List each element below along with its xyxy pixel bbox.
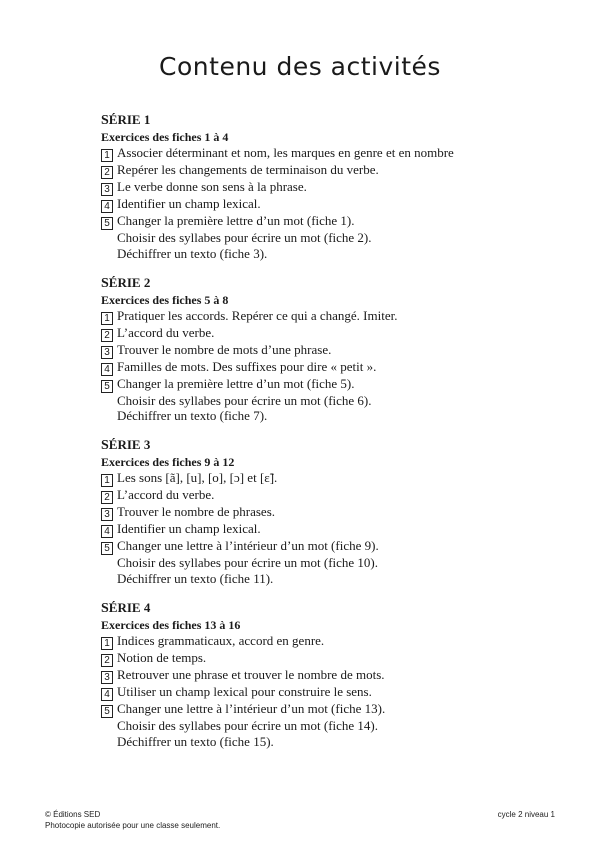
activity-item: 2 Notion de temps. (101, 650, 541, 667)
activity-item: 1 Pratiquer les accords. Repérer ce qui a changé. Imiter. (101, 308, 541, 325)
activity-item-continuation: Déchiffrer un texto (fiche 15). (117, 733, 274, 749)
item-number-box: 2 (101, 491, 113, 504)
copyright-text: © Éditions SED (45, 810, 101, 819)
serie-heading: SÉRIE 2 (101, 274, 151, 291)
item-number-box: 3 (101, 671, 113, 684)
serie-2 (101, 275, 541, 425)
activity-item: 5 Changer la première lettre d’un mot (fiche 5). (101, 376, 541, 393)
activity-item: 3 Trouver le nombre de phrases. (101, 504, 541, 521)
item-number-box: 1 (101, 312, 113, 325)
serie-4 (101, 600, 541, 750)
activity-item-continuation: Choisir des syllabes pour écrire un mot (fiche 10). (117, 555, 379, 571)
item-number-box: 1 (101, 149, 113, 162)
item-number-box: 4 (101, 363, 113, 376)
photocopy-notice: Photocopie autorisée pour une classe seulement. (45, 821, 221, 830)
activity-item: 1 Associer déterminant et nom, les marques en genre et en nombre (101, 145, 541, 162)
activity-item-continuation: Déchiffrer un texto (fiche 7). (117, 408, 268, 424)
item-number-box: 2 (101, 166, 113, 179)
level-text: cycle 2 niveau 1 (497, 810, 555, 819)
activities-content (101, 112, 541, 762)
exercises-heading: Exercices des fiches 5 à 8 (101, 292, 229, 307)
item-number-box: 3 (101, 508, 113, 521)
item-number-box: 1 (101, 637, 113, 650)
activity-item: 1 Indices grammaticaux, accord en genre. (101, 633, 541, 650)
activity-item: 3 Le verbe donne son sens à la phrase. (101, 179, 541, 196)
item-number-box: 2 (101, 654, 113, 667)
item-number-box: 4 (101, 525, 113, 538)
exercises-heading: Exercices des fiches 9 à 12 (101, 455, 235, 470)
item-number-box: 5 (101, 217, 113, 230)
activity-item: 4 Familles de mots. Des suffixes pour dire « petit ». (101, 359, 541, 376)
activity-item-continuation: Choisir des syllabes pour écrire un mot (fiche 6). (117, 392, 372, 408)
item-number-box: 3 (101, 346, 113, 359)
activity-item: 2 L’accord du verbe. (101, 487, 541, 504)
activity-item: 2 L’accord du verbe. (101, 325, 541, 342)
item-number-box: 1 (101, 474, 113, 487)
activity-item: 4 Utiliser un champ lexical pour construire le sens. (101, 684, 541, 701)
activity-item: 4 Identifier un champ lexical. (101, 196, 541, 213)
item-number-box: 5 (101, 542, 113, 555)
serie-heading: SÉRIE 4 (101, 599, 151, 616)
item-number-box: 3 (101, 183, 113, 196)
serie-3 (101, 437, 541, 587)
exercises-heading: Exercices des fiches 13 à 16 (101, 617, 241, 632)
page-title: Contenu des activités (159, 52, 441, 81)
serie-1 (101, 112, 541, 262)
activity-item: 4 Identifier un champ lexical. (101, 521, 541, 538)
activity-item: 3 Trouver le nombre de mots d’une phrase. (101, 342, 541, 359)
item-number-box: 4 (101, 200, 113, 213)
activity-item: 2 Repérer les changements de terminaison du verbe. (101, 162, 541, 179)
activity-item: 5 Changer la première lettre d’un mot (fiche 1). (101, 213, 541, 230)
activity-item-continuation: Déchiffrer un texto (fiche 11). (117, 570, 274, 586)
activity-item-continuation: Déchiffrer un texto (fiche 3). (117, 245, 268, 261)
item-number-box: 5 (101, 705, 113, 718)
item-number-box: 4 (101, 688, 113, 701)
activity-item: 5 Changer une lettre à l’intérieur d’un mot (fiche 13). (101, 701, 541, 718)
activity-item-continuation: Choisir des syllabes pour écrire un mot (fiche 14). (117, 717, 379, 733)
activity-item: 3 Retrouver une phrase et trouver le nombre de mots. (101, 667, 541, 684)
exercises-heading: Exercices des fiches 1 à 4 (101, 130, 229, 144)
item-number-box: 2 (101, 329, 113, 342)
activity-item-continuation: Choisir des syllabes pour écrire un mot (fiche 2). (117, 230, 372, 245)
serie-heading: SÉRIE 3 (101, 437, 151, 454)
page-footer (45, 810, 555, 831)
item-number-box: 5 (101, 380, 113, 393)
activity-item: 5 Changer une lettre à l’intérieur d’un mot (fiche 9). (101, 538, 541, 555)
serie-heading: SÉRIE 1 (101, 112, 151, 128)
activity-item: 1 Les sons [ã], [u], [o], [ɔ] et [ɛ̃]. (101, 470, 541, 487)
